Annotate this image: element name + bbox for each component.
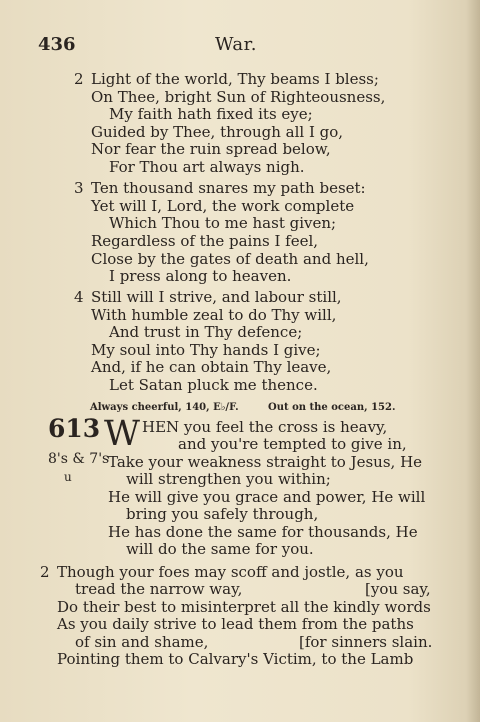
verse-line: Regardless of the pains I feel, [91,232,319,250]
verse-line: will do the same for you. [126,540,314,558]
verse-line: Still will I strive, and labour still, [91,288,342,306]
verse-line: Pointing them to Calvary's Victim, to the Lamb [57,650,414,668]
verse-line: My faith hath fixed its eye; [109,105,313,123]
verse-line: For Thou art always nigh. [109,158,305,176]
verse-line-overflow: [for sinners slain. [299,633,433,651]
verse-line: bring you safely through, [126,505,319,523]
verse-line: will strengthen you within; [126,470,331,488]
verse-line: Do their best to misinterpret all the kindly words [57,598,431,616]
verse-number: 2 [40,563,50,581]
verse-line: Take your weakness straight to Jesus, He [108,453,423,471]
verse-line: Close by the gates of death and hell, [91,250,369,268]
hymn-metre-sub: u [64,470,72,484]
verse-line: He has done the same for thousands, He [108,523,418,541]
hymn-number: 613 [48,414,101,443]
drop-cap: W [104,414,140,454]
verse-number: 2 [74,70,84,88]
page-header [38,34,468,58]
verse-line: And trust in Thy defence; [109,323,303,341]
verse-line: On Thee, bright Sun of Righteousness, [91,88,386,106]
verse-line: Guided by Thee, through all I go, [91,123,344,141]
verse-line: And, if he can obtain Thy leave, [91,358,332,376]
verse-line: Ten thousand snares my path beset: [91,179,366,197]
verse-line: Yet will I, Lord, the work complete [91,197,355,215]
verse-number: 3 [74,179,84,197]
verse-line: HEN you feel the cross is heavy, [142,418,388,436]
verse-line: and you're tempted to give in, [178,435,407,453]
verse-line: tread the narrow way, [75,580,243,598]
verse-line: He will give you grace and power, He will [108,488,426,506]
verse-line-overflow: [you say, [365,580,431,598]
verse-line: Though your foes may scoff and jostle, as you [57,563,404,581]
running-title: War. [215,34,258,55]
verse-line: My soul into Thy hands I give; [91,341,321,359]
verse-line: of sin and shame, [75,633,209,651]
verse-line: Nor fear the ruin spread below, [91,140,331,158]
verse-line: Let Satan pluck me thence. [109,376,318,394]
page-number: 436 [38,34,76,55]
verse-line: Which Thou to me hast given; [109,214,337,232]
tune-name-left: Always cheerful, 140, E♭/F. [90,402,239,413]
verse-line: As you daily strive to lead them from the paths [57,615,414,633]
tune-name-right: Out on the ocean, 152. [268,402,396,413]
page-gutter-shadow [466,0,480,722]
hymn-metre: 8's & 7's [48,451,110,467]
verse-line: I press along to heaven. [109,267,292,285]
verse-line: With humble zeal to do Thy will, [91,306,337,324]
verse-line: Light of the world, Thy beams I bless; [91,70,379,88]
verse-number: 4 [74,288,84,306]
